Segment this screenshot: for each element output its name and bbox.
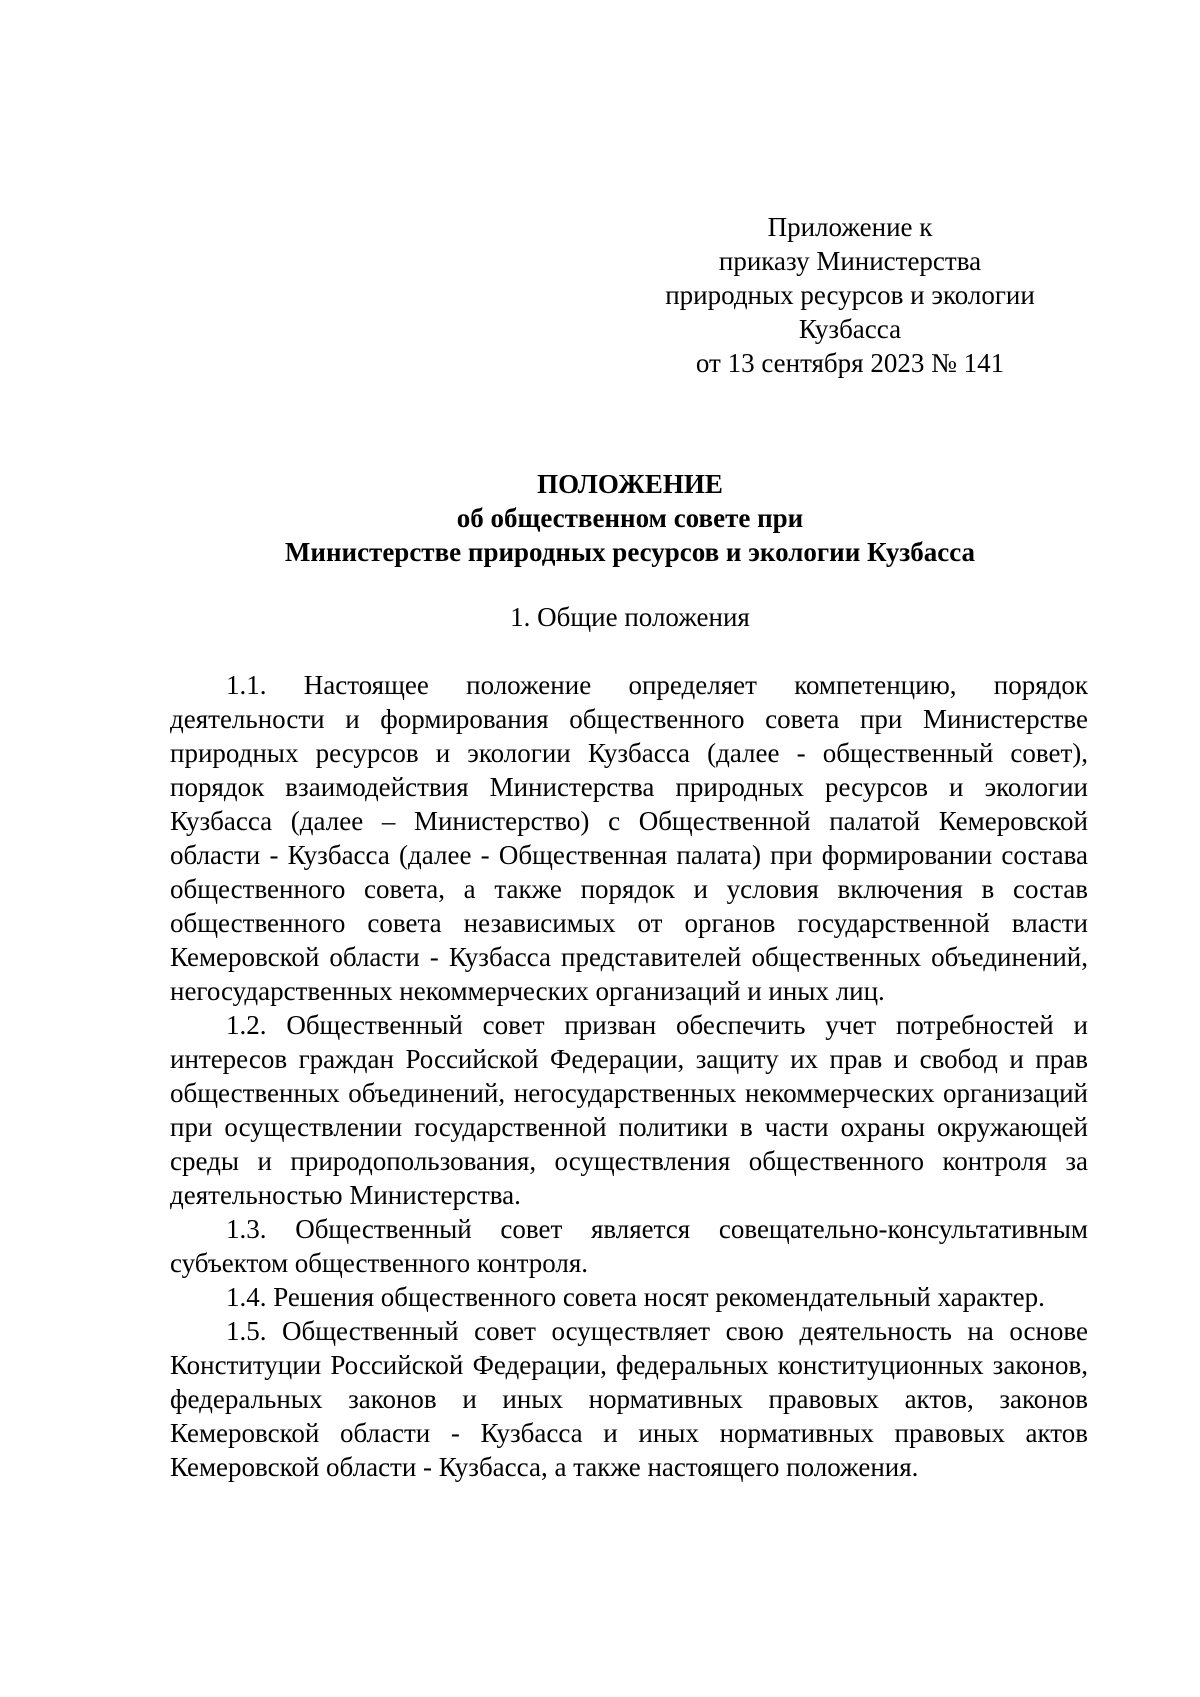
paragraph-1-5: 1.5. Общественный совет осуществляет свою деятельность на основе Конституции Российской Федерации, федеральных конституционных законов, федеральных законов и иных нормативных правовых актов, законов Кемеровской области - Кузбасса и иных нормативных правовых актов Кемеровской области - Кузбасса, а также настоящего положения.: [170, 1316, 1088, 1482]
appendix-line-1: Приложение к: [767, 212, 933, 242]
section-body: [170, 668, 1088, 1484]
document-title: [170, 467, 1090, 569]
title-subtitle-1: об общественном совете при: [456, 503, 804, 533]
appendix-line-3: природных ресурсов и экологии: [665, 280, 1035, 310]
title-subtitle-2: Министерстве природных ресурсов и экологии Кузбасса: [284, 537, 976, 567]
paragraph-1-4: 1.4. Решения общественного совета носят рекомендательный характер.: [226, 1282, 1045, 1312]
appendix-line-5: от 13 сентября 2023 № 141: [695, 348, 1005, 378]
appendix-line-2: приказу Министерства: [718, 246, 982, 276]
paragraph-1-2: 1.2. Общественный совет призван обеспечить учет потребностей и интересов граждан Российской Федерации, защиту их прав и свобод и прав общественных объединений, негосударственных некоммерческих организаций при осуществлении государственной политики в части охраны окружающей среды и природопользования, осуществления общественного контроля за деятельностью Министерства.: [170, 1010, 1088, 1210]
appendix-line-4: Кузбасса: [798, 314, 902, 344]
section-heading: 1. Общие положения: [510, 602, 750, 632]
title-main: ПОЛОЖЕНИЕ: [537, 469, 723, 499]
paragraph-1-1: 1.1. Настоящее положение определяет компетенцию, порядок деятельности и формирования общественного совета при Министерстве природных ресурсов и экологии Кузбасса (далее - общественный совет), порядок взаимодействия Министерства природных ресурсов и экологии Кузбасса (далее – Министерство) с Общественной палатой Кемеровской области - Кузбасса (далее - Общественная палата) при формировании состава общественного совета, а также порядок и условия включения в состав общественного совета независимых от органов государственной власти Кемеровской области - Кузбасса представителей общественных объединений, негосударственных некоммерческих организаций и иных лиц.: [170, 670, 1088, 1006]
appendix-reference: [640, 210, 1060, 380]
paragraph-1-3: 1.3. Общественный совет является совещательно-консультативным субъектом общественного контроля.: [170, 1214, 1088, 1278]
